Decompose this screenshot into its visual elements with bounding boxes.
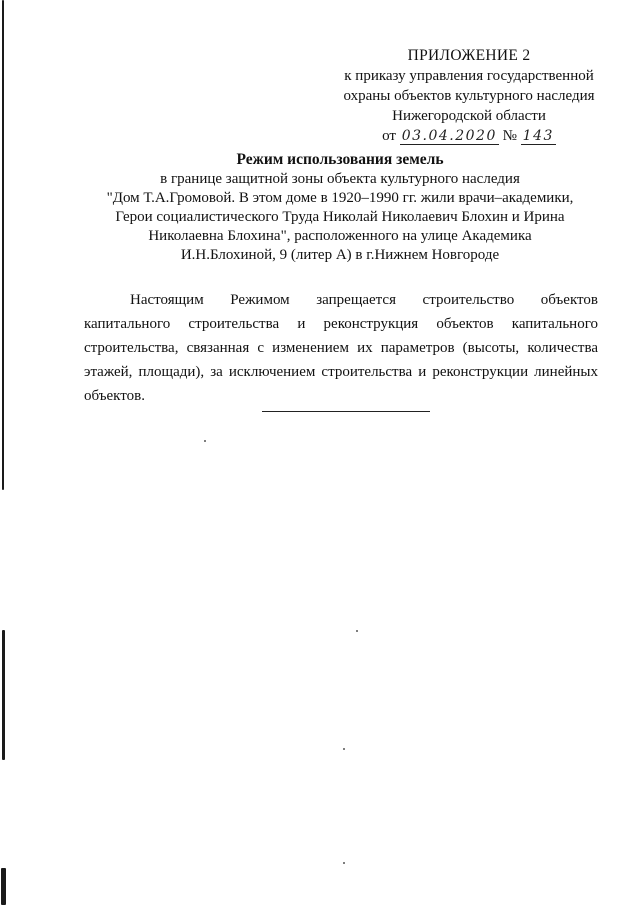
paragraph-line: объектов. [84,388,145,404]
title-subline: Герои социалистического Труда Николай Николаевич Блохин и Ирина [115,209,565,225]
paragraph-line: этажей, площади), за исключением строительства и реконструкции линейных [84,364,598,380]
title-subline: И.Н.Блохиной, 9 (литер А) в г.Нижнем Новгороде [180,247,500,263]
scan-edge-mark [1,868,6,905]
number-prefix: № [502,128,517,144]
scan-speck [204,440,206,442]
paragraph-line: строительства, связанная с изменением их параметров (высоты, количества [84,340,598,356]
order-number: 143 [522,128,554,144]
appendix-header [330,46,608,146]
paragraph-line: Настоящим Режимом запрещается строительство объектов [130,292,598,308]
end-divider-line [262,411,430,412]
title-subline: Николаевна Блохина", расположенного на улице Академика [148,228,532,244]
appendix-line: Нижегородской области [392,108,546,124]
scan-speck [356,630,358,632]
order-date: 03.04.2020 [401,128,497,144]
date-prefix: от [382,128,396,144]
scan-edge-mark [2,630,5,760]
scan-speck [343,862,345,864]
appendix-title: ПРИЛОЖЕНИЕ 2 [407,47,531,64]
scan-speck [343,748,345,750]
title-subline: "Дом Т.А.Громовой. В этом доме в 1920–1990 гг. жили врачи–академики, [106,190,574,206]
document-title: Режим использования земель [236,151,444,168]
title-subline: в границе защитной зоны объекта культурного наследия [160,171,520,187]
paragraph-line: капитального строительства и реконструкция объектов капитального [84,316,598,332]
appendix-line: к приказу управления государственной [344,68,594,84]
body-paragraph [84,288,598,408]
scan-edge-mark [2,0,4,490]
appendix-line: охраны объектов культурного наследия [343,88,595,104]
title-block [80,150,600,265]
order-date-line [330,126,608,146]
